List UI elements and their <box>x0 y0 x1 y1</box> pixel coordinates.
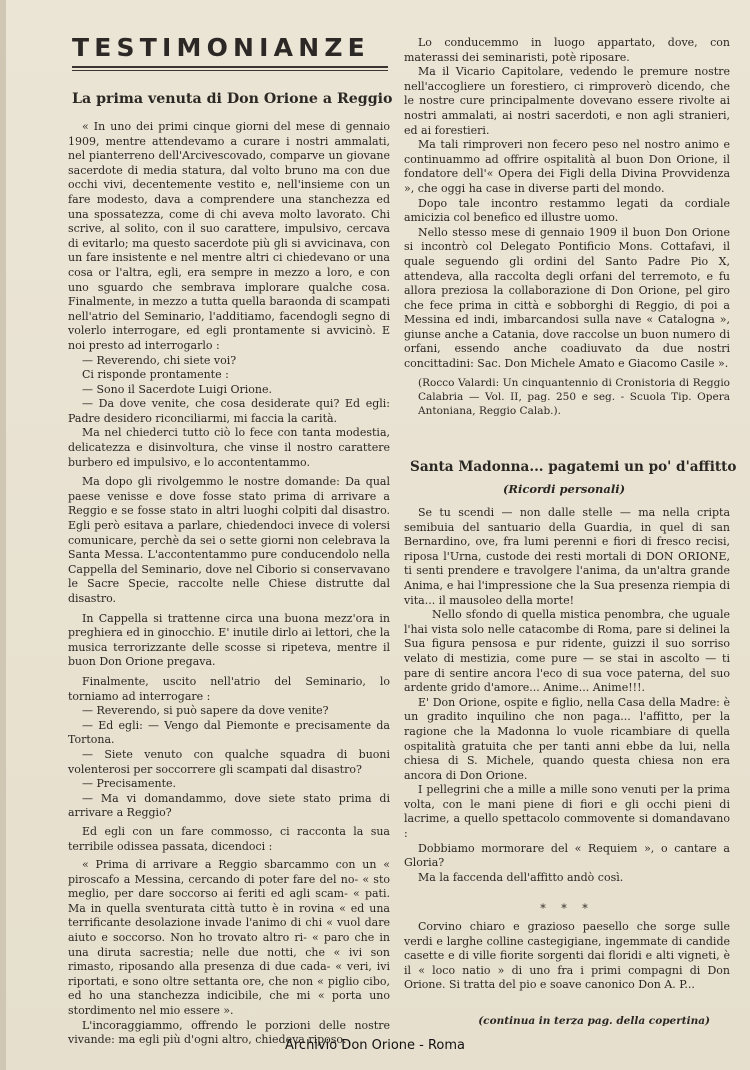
article1-paragraph: — Precisamente. <box>82 777 176 791</box>
article2-paragraph: Dobbiamo mormorare del « Requiem », o cantare a Gloria? <box>404 841 730 870</box>
masthead-rule <box>72 66 388 68</box>
article2-subtitle: (Ricordi personali) <box>502 482 626 496</box>
continued-note: (continua in terza pag. della copertina) <box>478 1015 710 1027</box>
article2-paragraph: E' Don Orione, ospite e figlio, nella Casa della Madre: è un gradito inquilino che non paga... l'affitto, per la ragione che la Madonna lo vuole ricambiare di quella ospitalità gratuita che per tanti anni ebbe da lui, nella chiesa di S. Michele, quando questa chiesa non era ancora di Don Orione. <box>404 695 730 782</box>
section-separator: * * * <box>540 902 594 915</box>
article1-paragraph: — Reverendo, chi siete voi? <box>82 353 237 367</box>
article1-paragraph: Ci risponde prontamente : <box>82 368 229 382</box>
article2-body-continued <box>404 920 730 993</box>
article2-paragraph: Nello sfondo di quella mistica penombra, che uguale l'hai vista solo nelle catacombe di Roma, pare si delinei la Sua figura pensosa e pur ridente, guizzi il suo sorriso velato di mestizia, come pure — se stai in ascolto — ti pare di sentire ancora l'eco di sua voce paterna, del suo ardente grido d'amore... Anime... Anime!!!. <box>404 608 730 695</box>
article1-paragraph: Nello stesso mese di gennaio 1909 il buon Don Orione si incontrò col Delegato Pontificio Mons. Cottafavi, il quale seguendo gli ordini del Santo Padre Pio X, attendeva, alla raccolta degli orfani del terremoto, e fu allora preziosa la collaborazione di Don Orione, pel giro che fece prima in città e sobborghi di Reggio, di poi a Messina ed indi, imbarcandosi sulla nave « Catalogna », giunse anche a Catania, dove raccolse un buon numero di orfani, essendo anche coadiuvato da due nostri concittadini: Sac. Don Michele Amato e Giacomo Casile ». <box>404 225 730 371</box>
page-edge <box>0 0 6 1070</box>
article2-body <box>404 506 730 885</box>
article1-paragraph: Ed egli con un fare commosso, ci racconta la sua terribile odissea passata, dicendoci : <box>68 824 390 853</box>
article2-paragraph: Se tu scendi — non dalle stelle — ma nella cripta semibuia del santuario della Guardia, in quel di san Bernardino, ove, fra lumi perenni e fiori di fresco recisi, riposa l'Urna, custode dei resti mortali di DON ORIONE, ti senti prendere e travolgere l'anima, da un'altra grande Anima, e hai l'impressione che la Sua presenza riempia di vita... il mausoleo della morte! <box>404 506 730 607</box>
article1-quote: « Prima di arrivare a Reggio sbarcammo con un « piroscafo a Messina, cercando di poter fare del no- « sto meglio, per dare soccorso ai feriti ed agli scam- « pati. Ma in quella sventurata città tutto è in rovina « ed una terrificante desolazione invade l'animo di chi « vuol dare aiuto e soccorso. Non ho trovato altro ri- « paro che in una diruta sacrestia; nelle due notti, che « ivi son rimasto, riposando alla presenza di due cada- « veri, ivi riportati, e sono oltre settanta ore, che non « piglio cibo, ed ho una stanchezza indicibile, che mi « porta uno stordimento nel mio essere ». <box>68 858 390 1018</box>
article1-body <box>68 120 390 1048</box>
article2-paragraph: I pellegrini che a mille a mille sono venuti per la prima volta, con le mani piene di fiori e gli occhi pieni di lacrime, a quello spettacolo commovente si domandavano : <box>404 783 730 841</box>
article1-paragraph: In Cappella si trattenne circa una buona mezz'ora in preghiera ed in ginocchio. E' inutile dirlo ai lettori, che la musica terrorizzante delle scosse si ripeteva, mentre il buon Don Orione pregava. <box>68 611 390 669</box>
masthead-title: TESTIMONIANZE <box>72 33 370 62</box>
article1-paragraph: — Siete venuto con qualche squadra di buoni volenterosi per soccorrere gli scampati dal disastro? <box>68 747 390 776</box>
article1-paragraph: Dopo tale incontro restammo legati da cordiale amicizia col benefico ed illustre uomo. <box>404 196 730 225</box>
article1-paragraph: « In uno dei primi cinque giorni del mese di gennaio 1909, mentre attendevamo a curare i nostri ammalati, nel pianterreno dell'Arcivescovado, comparve un giovane sacerdote di media statura, dal volto bruno ma con due occhi vivi, decentemente vestito e, nell'insieme con un fare modesto, dava a comprendere una stanchezza ed una spossatezza, come di chi aveva molto lavorato. Chi scrive, al solito, con il suo carattere, impulsivo, cercava di evitarlo; ma questo sacerdote più gli si avvicinava, con un fare insistente e nel mentre altri ci chiedevano or una cosa or l'altra, egli, era sempre in mezzo a loro, e con uno sguardo che sembrava implorare qualche cosa. Finalmente, in mezzo a tutta quella baraonda di scampati nell'atrio del Seminario, l'additiamo, facendogli segno di volerlo interrogare, ed egli prontamente si avvicinò. E noi presto ad interrogarlo : <box>68 120 390 352</box>
article2-paragraph: Corvino chiaro e grazioso paesello che sorge sulle verdi e larghe colline castegigiane, ingemmate di candide casette e di ville fiorite sorgenti dai floridi e alti vigneti, è il « loco natio » di uno fra i primi compagni di Don Orione. Si tratta del pio e soave canonico Don A. P... <box>404 920 730 992</box>
article1-citation: (Rocco Valardi: Un cinquantennio di Cronistoria di Reggio Calabria — Vol. II, pag. 250 e seg. - Scuola Tip. Opera Antoniana, Reggio Calab.). <box>418 376 730 417</box>
article2-paragraph: Ma la faccenda dell'affitto andò così. <box>418 870 624 884</box>
article1-paragraph: — Ed egli: — Vengo dal Piemonte e precisamente da Tortona. <box>68 718 390 747</box>
article1-paragraph: Ma il Vicario Capitolare, vedendo le premure nostre nell'accogliere un forestiero, ci rimproverò dicendo, che le nostre cure principalmente dovevano essere rivolte ai nostri ammalati, ai nostri sacerdoti, e non agli stranieri, ed ai forestieri. <box>404 65 730 137</box>
article1-paragraph: Ma nel chiederci tutto ciò lo fece con tanta modestia, delicatezza e disinvoltura, che vinse il nostro carattere burbero ed impulsivo, e lo accontentammo. <box>68 426 390 469</box>
article1-title: La prima venuta di Don Orione a Reggio <box>72 91 393 107</box>
article2-title: Santa Madonna... pagatemi un po' d'affitto <box>410 459 737 475</box>
article1-paragraph: — Reverendo, si può sapere da dove venite? <box>82 704 329 718</box>
article1-continued <box>404 36 730 418</box>
article1-paragraph: — Sono il Sacerdote Luigi Orione. <box>82 382 272 396</box>
article1-paragraph: Ma tali rimproveri non fecero peso nel nostro animo e continuammo ad offrire ospitalità al buon Don Orione, il fondatore dell'« Opera dei Figli della Divina Provvidenza », che oggi ha case in diverse parti del mondo. <box>404 138 730 195</box>
article1-paragraph: Finalmente, uscito nell'atrio del Seminario, lo torniamo ad interrogare : <box>68 674 390 703</box>
masthead-rule-thin <box>72 70 388 71</box>
article1-paragraph: Ma dopo gli rivolgemmo le nostre domande: Da qual paese venisse e dove fosse stato prima di arrivare a Reggio e se fosse stato in altri luoghi colpiti dal disastro. Egli però esitava a parlare, chiedendoci invece di volersi comunicare, perchè da sei o sette giorni non celebrava la Santa Messa. L'accontentammo pure conducendolo nella Cappella del Seminario, dove nel Ciborio si conservavano le Sacre Specie, raccolte nelle Chiese distrutte dal disastro. <box>68 475 390 605</box>
article1-paragraph: — Ma vi domandammo, dove siete stato prima di arrivare a Reggio? <box>68 791 390 820</box>
archive-footer: Archivio Don Orione - Roma <box>284 1038 466 1053</box>
article1-paragraph: — Da dove venite, che cosa desiderate qui? Ed egli: Padre desidero riconciliarmi, mi faccia la carità. <box>68 397 390 425</box>
article1-paragraph: L'incoraggiammo, offrendo le porzioni delle nostre vivande: ma egli più d'ogni altro, chiedeva riposo. <box>68 1018 390 1047</box>
article1-paragraph: Lo conducemmo in luogo appartato, dove, con materassi dei seminaristi, potè riposare. <box>404 36 730 64</box>
